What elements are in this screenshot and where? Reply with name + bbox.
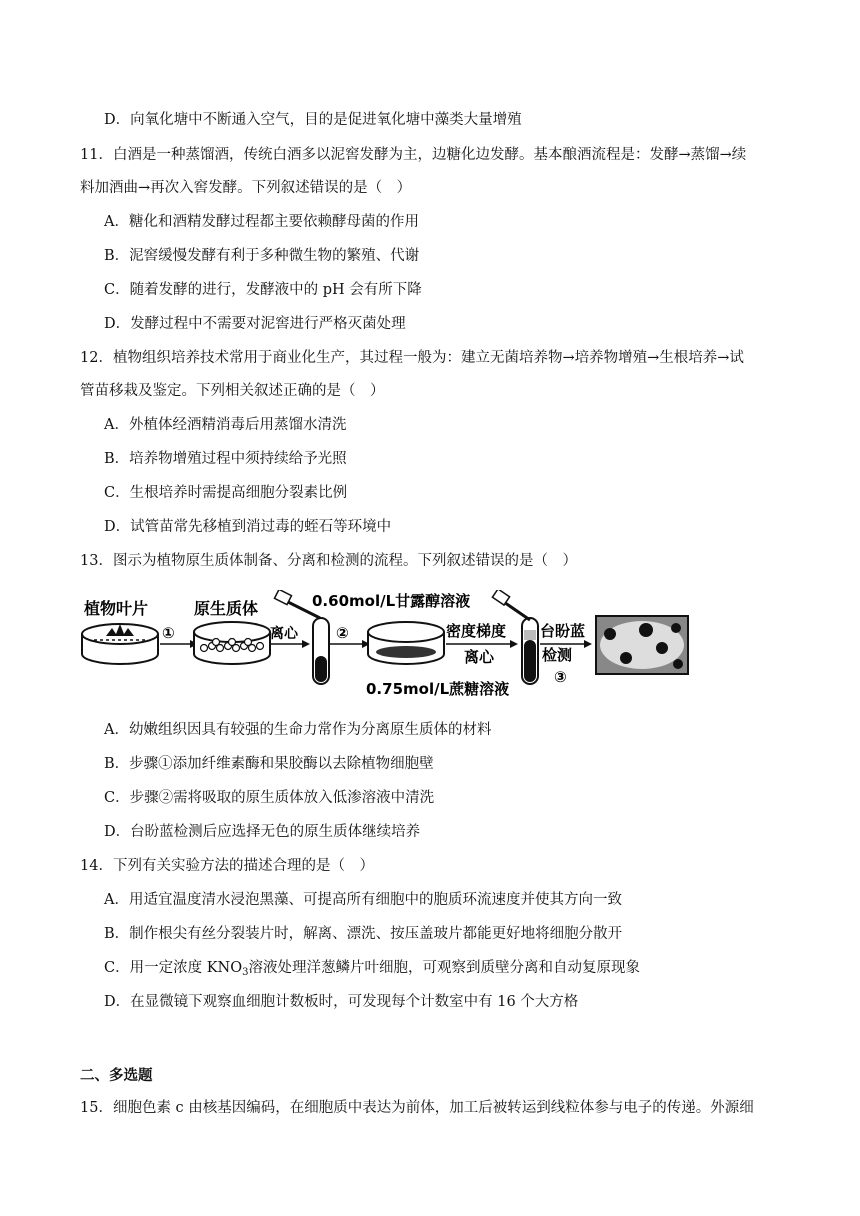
- q12-stem-line2: 管苗移栽及鉴定。下列相关叙述正确的是（ ）: [80, 383, 385, 399]
- q14-option-c-subscript: 3: [242, 967, 249, 978]
- q11-option-d: D．发酵过程中不需要对泥窖进行严格灭菌处理: [104, 316, 406, 332]
- q14-option-b: B．制作根尖有丝分裂装片时，解离、漂洗、按压盖玻片都能更好地将细胞分散开: [104, 926, 623, 942]
- q12-stem-line1: 12．植物组织培养技术常用于商业化生产，其过程一般为：建立无菌培养物→培养物增殖→生根培养→试: [80, 350, 744, 366]
- q11-option-a: A．糖化和酒精发酵过程都主要依赖酵母菌的作用: [104, 214, 419, 230]
- q14-option-c-part1: C．用一定浓度 KNO: [104, 960, 243, 976]
- sucrose-label: 0.75mol/L蔗糖溶液: [366, 680, 510, 698]
- q11-stem-line2: 料加酒曲→再次入窖发酵。下列叙述错误的是（ ）: [80, 180, 412, 196]
- step-2-label: ②: [336, 624, 349, 642]
- microscope-view: [596, 616, 688, 674]
- step-1-label: ①: [162, 624, 175, 642]
- q12-option-a: A．外植体经酒精消毒后用蒸馏水清洗: [104, 417, 347, 433]
- q10-option-d: D．向氧化塘中不断通入空气，目的是促进氧化塘中藻类大量增殖: [104, 112, 522, 128]
- q12-option-b: B．培养物增殖过程中须持续给予光照: [104, 451, 347, 467]
- leaf-label: 植物叶片: [84, 599, 149, 618]
- petri-dish-leaf: [82, 624, 158, 664]
- density-centrifuge-label: 离心: [464, 648, 495, 666]
- q14-stem: 14．下列有关实验方法的描述合理的是（ ）: [80, 858, 374, 874]
- q13-option-c: C．步骤②需将吸取的原生质体放入低渗溶液中清洗: [104, 790, 435, 806]
- q11-option-c: C．随着发酵的进行，发酵液中的 pH 会有所下降: [104, 282, 422, 298]
- mannitol-label: 0.60mol/L甘露醇溶液: [312, 592, 471, 610]
- q14-option-c-part2: 溶液处理洋葱鳞片叶细胞，可观察到质壁分离和自动复原现象: [248, 960, 640, 976]
- trypan-blue-label: 台盼蓝: [540, 622, 586, 640]
- q13-option-a: A．幼嫩组织因具有较强的生命力常作为分离原生质体的材料: [104, 722, 492, 738]
- protoplast-flow-figure: [80, 590, 700, 698]
- q13-stem: 13．图示为植物原生质体制备、分离和检测的流程。下列叙述错误的是（ ）: [80, 553, 577, 569]
- density-gradient-label: 密度梯度: [446, 622, 507, 640]
- section-header-multi-choice: 二、多选题: [80, 1068, 153, 1084]
- q11-stem-line1: 11．白酒是一种蒸馏酒，传统白酒多以泥窖发酵为主，边糖化边发酵。基本酿酒流程是：发酵→蒸馏→续: [80, 147, 747, 163]
- petri-dish-wash: [368, 622, 444, 664]
- centrifuge-label: 离心: [270, 626, 298, 642]
- q13-option-b: B．步骤①添加纤维素酶和果胶酶以去除植物细胞壁: [104, 756, 434, 772]
- trypan-detect-label: 检测: [542, 646, 573, 664]
- q11-option-b: B．泥窖缓慢发酵有利于多种微生物的繁殖、代谢: [104, 248, 420, 264]
- q14-option-d: D．在显微镜下观察血细胞计数板时，可发现每个计数室中有 16 个大方格: [104, 994, 579, 1010]
- q12-option-d: D．试管苗常先移植到消过毒的蛭石等环境中: [104, 519, 392, 535]
- step-3-label: ③: [554, 668, 567, 686]
- q12-option-c: C．生根培养时需提高细胞分裂素比例: [104, 485, 348, 501]
- protoplast-label: 原生质体: [194, 599, 259, 618]
- q14-option-c: [104, 958, 640, 978]
- petri-dish-protoplast: [194, 622, 270, 664]
- q14-option-a: A．用适宜温度清水浸泡黑藻、可提高所有细胞中的胞质环流速度并使其方向一致: [104, 892, 622, 908]
- q13-option-d: D．台盼蓝检测后应选择无色的原生质体继续培养: [104, 824, 421, 840]
- q15-stem-line1: 15．细胞色素 c 由核基因编码，在细胞质中表达为前体，加工后被转运到线粒体参与电子的传递。外源细: [80, 1100, 754, 1116]
